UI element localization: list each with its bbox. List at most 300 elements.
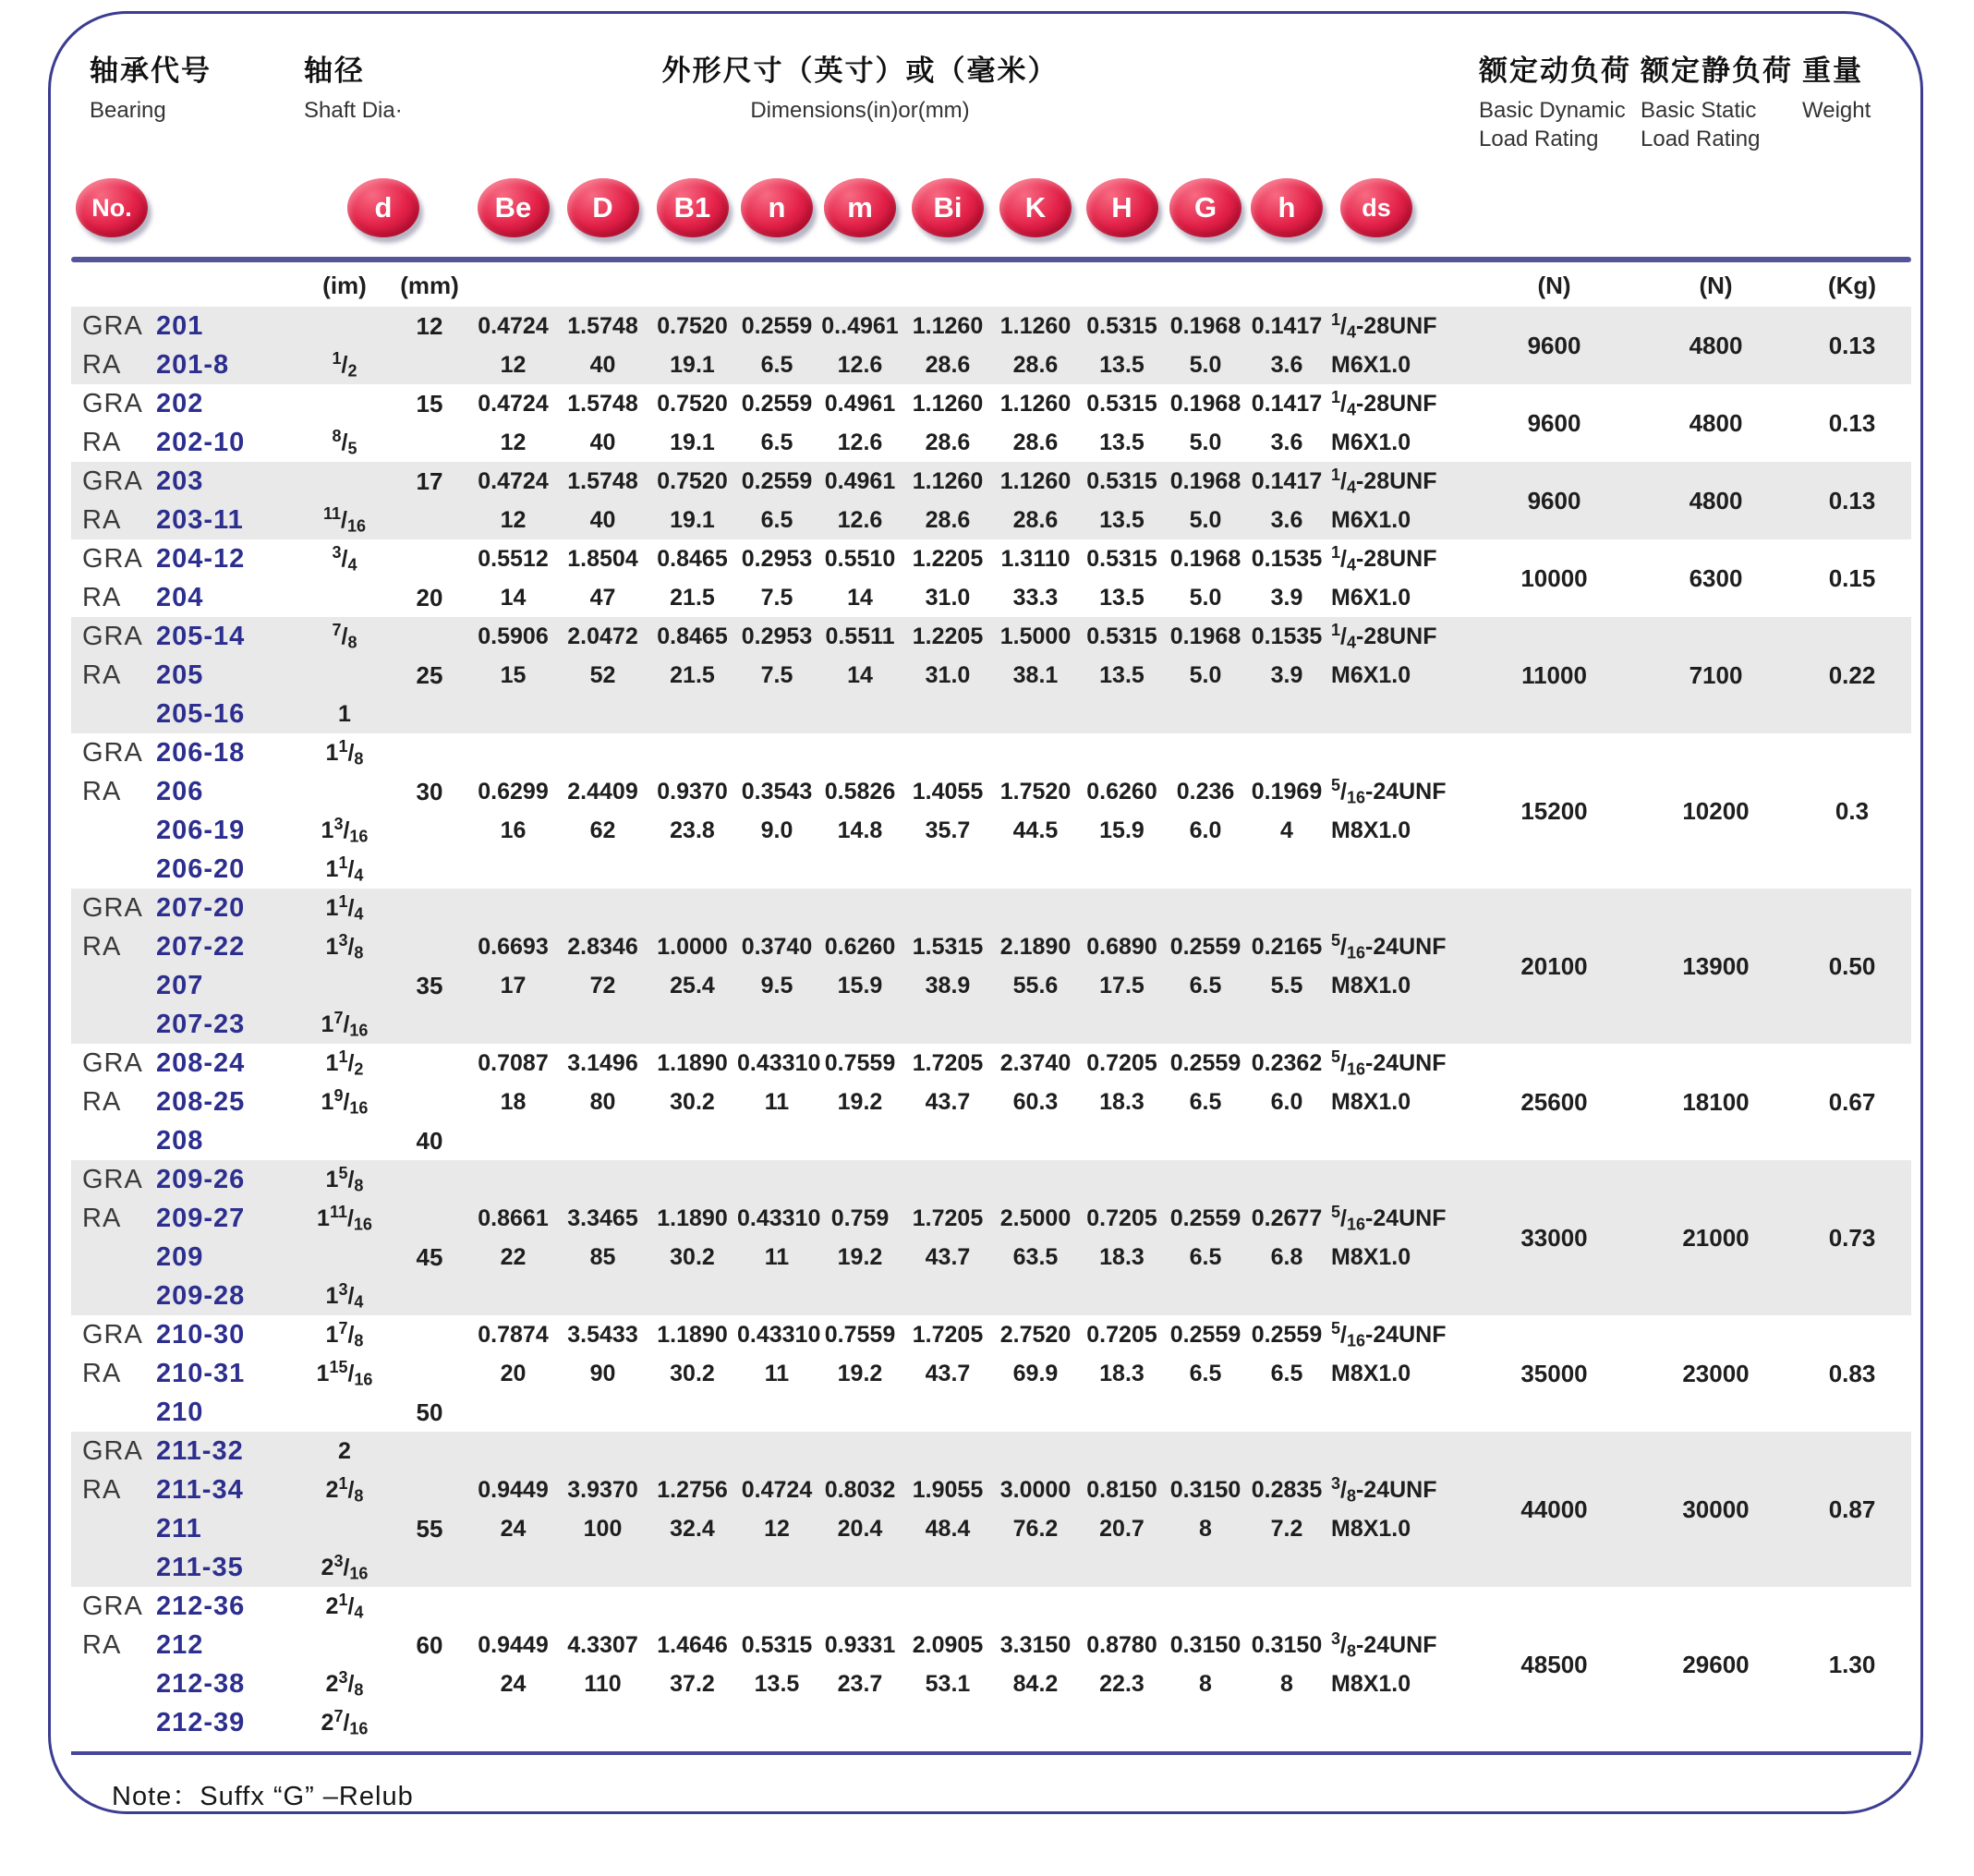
- dim-value: 28.6: [925, 506, 971, 533]
- static-load: 4800: [1689, 487, 1743, 514]
- dim-value: 6.5: [760, 506, 793, 533]
- dim-value: 2.0905: [912, 1631, 984, 1658]
- dim-value: 2.3740: [999, 1049, 1072, 1076]
- bearing-number: 208-25: [156, 1086, 246, 1117]
- dim-value: 0.7874: [478, 1321, 549, 1348]
- dim-value: 30.2: [670, 1243, 715, 1270]
- dim-value: 40: [589, 506, 616, 533]
- dim-value: 0.4724: [741, 1476, 813, 1503]
- catalog-page-frame: [48, 11, 1923, 1814]
- dim-value: 12.6: [837, 429, 883, 455]
- dim-value: 0.43310: [737, 1049, 821, 1076]
- shaft-dia-mm: 35: [416, 972, 443, 999]
- dim-value: 5.5: [1270, 972, 1303, 999]
- dim-value: 1.1260: [999, 467, 1072, 494]
- dim-value: 1.1890: [657, 1204, 728, 1231]
- dim-value: 0.7559: [824, 1049, 896, 1076]
- static-load: 4800: [1689, 409, 1743, 437]
- header-weight: [1797, 47, 1907, 125]
- shaft-dia-in: $2^1/_4$: [325, 1591, 364, 1622]
- dim-value: 24: [500, 1670, 527, 1697]
- badge-b1-icon: B1: [657, 178, 729, 237]
- badge-n-icon: n: [741, 178, 813, 237]
- shaft-dia-in: $1^9/_{16}$: [321, 1086, 369, 1118]
- dim-value: 0.2953: [741, 623, 813, 649]
- table-rows: [71, 307, 1911, 1742]
- bearing-number: 211: [156, 1513, 202, 1543]
- bearing-number: 209-26: [156, 1164, 246, 1194]
- dim-value: 0.5511: [825, 623, 895, 649]
- dim-value: 0.2559: [1169, 1049, 1241, 1076]
- shaft-dia-in: $1^5/_8$: [325, 1164, 364, 1195]
- dim-value: 28.6: [1012, 351, 1059, 378]
- weight: 0.15: [1828, 564, 1876, 592]
- dim-value: 0.5906: [478, 623, 549, 649]
- bearing-number: 209: [156, 1241, 204, 1272]
- dim-value: 17: [500, 972, 527, 999]
- dynamic-load: 11000: [1521, 661, 1587, 689]
- dim-value: 76.2: [1012, 1515, 1059, 1542]
- bearing-row: [71, 1432, 1911, 1587]
- dim-value: 4: [1280, 817, 1293, 843]
- dim-value: 19.1: [670, 506, 715, 533]
- dim-value: 6.5: [760, 351, 793, 378]
- bearing-row: [71, 1315, 1911, 1432]
- bearing-number: 204-12: [156, 543, 246, 574]
- dim-value: 1.1890: [657, 1049, 728, 1076]
- header-shaft-dia: [298, 47, 468, 125]
- dynamic-load: 10000: [1520, 564, 1588, 592]
- bearing-row: [71, 307, 1911, 384]
- shaft-dia-in: $1^3/_{16}$: [321, 815, 369, 846]
- thread-size: M8X1.0: [1331, 1670, 1411, 1697]
- dim-value: 0.2362: [1251, 1049, 1323, 1076]
- dim-value: 63.5: [1012, 1243, 1059, 1270]
- bearing-number: 212-36: [156, 1591, 246, 1621]
- dim-value: 38.1: [1012, 661, 1059, 688]
- bearing-prefix: RA: [82, 1086, 122, 1117]
- dim-value: 12.6: [837, 351, 883, 378]
- dim-value: 1.5748: [567, 467, 638, 494]
- weight: 0.22: [1828, 661, 1876, 689]
- static-load: 29600: [1682, 1651, 1750, 1678]
- bearing-number: 205-16: [156, 698, 246, 729]
- dim-value: 18: [500, 1088, 527, 1115]
- header-bearing-zh: 轴承代号: [90, 54, 212, 87]
- bearing-prefix: GRA: [82, 1591, 143, 1621]
- dim-value: 0.1968: [1169, 467, 1241, 494]
- dynamic-load: 48500: [1520, 1651, 1588, 1678]
- badge-h2-icon: h: [1251, 178, 1323, 237]
- dim-value: 6.0: [1189, 817, 1222, 843]
- dim-value: 40: [589, 351, 616, 378]
- dynamic-load: 33000: [1520, 1224, 1588, 1252]
- dim-value: 7.5: [760, 584, 793, 611]
- units-row: [71, 264, 1911, 307]
- shaft-dia-mm: 20: [416, 584, 443, 611]
- dim-value: 32.4: [670, 1515, 715, 1542]
- bearing-number: 208-24: [156, 1047, 246, 1078]
- dim-value: 0.9331: [824, 1631, 896, 1658]
- shaft-dia-mm: 17: [416, 467, 443, 495]
- weight: 0.50: [1828, 952, 1876, 980]
- bearing-prefix: GRA: [82, 466, 143, 496]
- dim-value: 1.1890: [657, 1321, 728, 1348]
- thread-size: M8X1.0: [1331, 972, 1411, 999]
- thread-size: $^5/_{16}-24UNF$: [1331, 776, 1447, 807]
- badge-be-icon: Be: [478, 178, 550, 237]
- dim-value: 1.1260: [999, 390, 1072, 417]
- dim-value: 18.3: [1099, 1243, 1144, 1270]
- bearing-number: 211-35: [156, 1552, 244, 1582]
- shaft-dia-in: $1^{11}/_{16}$: [317, 1203, 372, 1234]
- badge-bi-icon: Bi: [912, 178, 984, 237]
- shaft-dia-mm: 15: [416, 390, 443, 418]
- dim-value: 3.5433: [567, 1321, 638, 1348]
- dim-value: 21.5: [670, 584, 715, 611]
- static-load: 7100: [1689, 661, 1743, 689]
- dim-value: 1.0000: [657, 933, 728, 960]
- shaft-dia-in: $1^1/_4$: [325, 853, 364, 885]
- bearing-number: 211-34: [156, 1474, 244, 1505]
- dim-value: 23.7: [837, 1670, 883, 1697]
- dim-value: 0.2559: [741, 312, 813, 339]
- shaft-dia-in: $1^7/_{16}$: [321, 1009, 369, 1040]
- dim-value: 0.2677: [1251, 1204, 1323, 1231]
- header-bearing-en: Bearing: [90, 98, 166, 123]
- thread-size: $^1/_4-28UNF$: [1331, 621, 1437, 652]
- dim-value: 0.2559: [1169, 933, 1241, 960]
- dim-value: 0.1968: [1169, 545, 1241, 572]
- bearing-number: 212-39: [156, 1707, 246, 1737]
- header-static-load: [1635, 47, 1797, 153]
- bearing-prefix: GRA: [82, 1164, 143, 1194]
- bearing-row: [71, 617, 1911, 733]
- weight: 0.13: [1828, 409, 1876, 437]
- dim-value: 0.2165: [1251, 933, 1323, 960]
- dynamic-load: 20100: [1520, 952, 1588, 980]
- dim-value: 19.2: [837, 1088, 883, 1115]
- dim-value: 0.8465: [657, 545, 728, 572]
- dim-value: 13.5: [1099, 429, 1144, 455]
- dim-value: 8: [1199, 1670, 1212, 1697]
- bearing-number: 212: [156, 1629, 204, 1660]
- dim-value: 14: [847, 661, 873, 688]
- bearing-number: 212-38: [156, 1668, 246, 1699]
- dim-value: 3.9: [1270, 584, 1303, 611]
- thread-size: $^5/_{16}-24UNF$: [1331, 1203, 1447, 1234]
- shaft-dia-mm: 60: [416, 1631, 443, 1659]
- bearing-prefix: RA: [82, 660, 122, 690]
- dim-value: 0.3740: [741, 933, 813, 960]
- dim-value: 11: [764, 1243, 790, 1270]
- thread-size: $^3/_8-24UNF$: [1331, 1474, 1437, 1506]
- thread-size: M6X1.0: [1331, 351, 1411, 378]
- header-divider: [71, 257, 1911, 262]
- bearing-number: 210-31: [156, 1358, 246, 1388]
- bearing-number: 210-30: [156, 1319, 246, 1350]
- dim-value: 22: [500, 1243, 527, 1270]
- bearing-prefix: GRA: [82, 1435, 143, 1466]
- dim-value: 7.5: [760, 661, 793, 688]
- bearing-number: 206-18: [156, 737, 246, 768]
- dim-value: 0.8150: [1086, 1476, 1157, 1503]
- dim-value: 13.5: [1099, 584, 1144, 611]
- shaft-dia-in: 1: [338, 700, 351, 727]
- bearing-number: 204: [156, 582, 204, 612]
- thread-size: $^1/_4-28UNF$: [1331, 388, 1437, 419]
- bearing-prefix: RA: [82, 1358, 122, 1388]
- dim-value: 0.5512: [478, 545, 549, 572]
- bearing-prefix: RA: [82, 349, 122, 380]
- dim-value: 1.4646: [657, 1631, 728, 1658]
- bearing-prefix: GRA: [82, 543, 143, 574]
- dim-value: 0.43310: [737, 1204, 821, 1231]
- dim-value: 14: [500, 584, 527, 611]
- dim-value: 1.1260: [912, 312, 984, 339]
- dim-value: 0.6260: [1086, 778, 1157, 805]
- shaft-dia-in: $2^3/_{16}$: [321, 1552, 369, 1583]
- unit-kg: (Kg): [1828, 271, 1876, 299]
- shaft-dia-in: $1^1/_8$: [325, 737, 364, 769]
- dim-value: 0.1968: [1169, 623, 1241, 649]
- thread-size: $^1/_4-28UNF$: [1331, 466, 1437, 497]
- dim-value: 5.0: [1189, 661, 1222, 688]
- dim-value: 0.7559: [824, 1321, 896, 1348]
- dim-value: 0.236: [1176, 778, 1235, 805]
- dim-value: 0.2559: [1169, 1321, 1241, 1348]
- dim-value: 0.5315: [1086, 623, 1157, 649]
- unit-mm: (mm): [400, 271, 459, 299]
- bearing-number: 207-23: [156, 1009, 246, 1039]
- dim-value: 3.9: [1270, 661, 1303, 688]
- thread-size: $^1/_4-28UNF$: [1331, 543, 1437, 575]
- thread-size: M8X1.0: [1331, 1360, 1411, 1386]
- dim-value: 20.4: [837, 1515, 883, 1542]
- dim-value: 84.2: [1012, 1670, 1059, 1697]
- dim-value: 5.0: [1189, 351, 1222, 378]
- thread-size: M8X1.0: [1331, 1515, 1411, 1542]
- dim-value: 13.5: [1099, 506, 1144, 533]
- dim-value: 17.5: [1099, 972, 1144, 999]
- dim-value: 0.759: [830, 1204, 890, 1231]
- dim-value: 6.5: [760, 429, 793, 455]
- dim-value: 1.7205: [912, 1321, 984, 1348]
- dim-value: 0.2559: [1251, 1321, 1323, 1348]
- dim-value: 6.8: [1270, 1243, 1303, 1270]
- shaft-dia-in: $1^1/_2$: [325, 1047, 364, 1079]
- dim-value: 0.6693: [478, 933, 549, 960]
- dim-value: 30.2: [670, 1360, 715, 1386]
- static-load: 10200: [1682, 797, 1750, 825]
- bearing-number: 207: [156, 970, 204, 1000]
- shaft-dia-mm: 12: [416, 312, 443, 340]
- dim-value: 0.7087: [478, 1049, 549, 1076]
- badge-m-icon: m: [824, 178, 896, 237]
- thread-size: M6X1.0: [1331, 584, 1411, 611]
- dim-value: 5.0: [1189, 584, 1222, 611]
- dim-value: 18.3: [1099, 1360, 1144, 1386]
- dim-value: 1.7520: [999, 778, 1072, 805]
- bearing-number: 201: [156, 310, 204, 341]
- dim-value: 0.8780: [1086, 1631, 1157, 1658]
- thread-size: M6X1.0: [1331, 429, 1411, 455]
- dim-value: 0.4961: [824, 467, 896, 494]
- dim-value: 0.2953: [741, 545, 813, 572]
- bearing-prefix: GRA: [82, 1319, 143, 1350]
- bearing-prefix: GRA: [82, 892, 143, 923]
- dim-value: 15.9: [837, 972, 883, 999]
- dim-value: 24: [500, 1515, 527, 1542]
- dim-value: 3.3465: [567, 1204, 638, 1231]
- dim-value: 100: [583, 1515, 623, 1542]
- dim-value: 31.0: [925, 661, 971, 688]
- dim-value: 1.3110: [1000, 545, 1071, 572]
- header-dyn-en: Basic Dynamic Load Rating: [1479, 98, 1626, 151]
- bearing-prefix: RA: [82, 931, 122, 962]
- shaft-dia-in: $^7/_8$: [332, 621, 357, 652]
- dynamic-load: 9600: [1527, 332, 1581, 359]
- bearing-prefix: GRA: [82, 1047, 143, 1078]
- thread-size: M6X1.0: [1331, 506, 1411, 533]
- dim-value: 8: [1280, 1670, 1293, 1697]
- bearing-prefix: RA: [82, 1629, 122, 1660]
- dim-value: 0.1417: [1251, 390, 1323, 417]
- dim-value: 12: [500, 351, 527, 378]
- dim-value: 0.2835: [1251, 1476, 1323, 1503]
- thread-size: M6X1.0: [1331, 661, 1411, 688]
- dim-value: 2.5000: [999, 1204, 1072, 1231]
- shaft-dia-in: $1^1/_4$: [325, 892, 364, 924]
- dim-value: 43.7: [925, 1243, 971, 1270]
- bearing-row: [71, 889, 1911, 1044]
- static-load: 4800: [1689, 332, 1743, 359]
- static-load: 30000: [1682, 1495, 1750, 1523]
- dim-value: 9.5: [760, 972, 793, 999]
- dim-value: 6.5: [1189, 1088, 1222, 1115]
- shaft-dia-in: $^3/_4$: [332, 543, 357, 575]
- dim-value: 8: [1199, 1515, 1212, 1542]
- dim-value: 48.4: [925, 1515, 971, 1542]
- dim-value: 14: [847, 584, 873, 611]
- dim-value: 3.6: [1270, 506, 1303, 533]
- header-dynamic-load: [1473, 47, 1635, 153]
- dim-value: 0.8661: [478, 1204, 549, 1231]
- bearing-row: [71, 1160, 1911, 1315]
- dim-value: 19.2: [837, 1360, 883, 1386]
- unit-newton-static: (N): [1699, 271, 1733, 299]
- dim-value: 7.2: [1270, 1515, 1303, 1542]
- bearing-prefix: GRA: [82, 621, 143, 651]
- bearing-number: 201-8: [156, 349, 230, 380]
- unit-inch: (im): [322, 271, 367, 299]
- shaft-dia-in: $1^7/_8$: [325, 1319, 364, 1350]
- dim-value: 12: [500, 506, 527, 533]
- dim-value: 2.0472: [567, 623, 638, 649]
- dim-value: 2.8346: [567, 933, 638, 960]
- badge-D-icon: D: [567, 178, 639, 237]
- dim-value: 15: [500, 661, 527, 688]
- weight: 0.13: [1828, 487, 1876, 514]
- thread-size: $^5/_{16}-24UNF$: [1331, 1319, 1447, 1350]
- thread-size: $^1/_4-28UNF$: [1331, 310, 1437, 342]
- dim-value: 37.2: [670, 1670, 715, 1697]
- dim-value: 0.9370: [657, 778, 728, 805]
- dim-value: 19.1: [670, 351, 715, 378]
- bearing-prefix: GRA: [82, 737, 143, 768]
- shaft-dia-mm: 30: [416, 778, 443, 805]
- dim-value: 16: [500, 817, 527, 843]
- shaft-dia-mm: 50: [416, 1398, 443, 1426]
- dim-value: 5.0: [1189, 506, 1222, 533]
- shaft-dia-in: $2^1/_8$: [325, 1474, 364, 1506]
- weight: 0.13: [1828, 332, 1876, 359]
- dim-value: 0.5826: [824, 778, 896, 805]
- dim-value: 28.6: [1012, 506, 1059, 533]
- dim-value: 13.5: [1099, 661, 1144, 688]
- dim-value: 12: [500, 429, 527, 455]
- dim-value: 60.3: [1012, 1088, 1059, 1115]
- dynamic-load: 9600: [1527, 409, 1581, 437]
- dim-value: 14.8: [837, 817, 883, 843]
- dim-value: 23.8: [670, 817, 715, 843]
- dim-value: 20.7: [1099, 1515, 1144, 1542]
- bearing-row: [71, 1587, 1911, 1742]
- dim-value: 0.1969: [1251, 778, 1323, 805]
- bearing-number: 210: [156, 1397, 204, 1427]
- dim-value: 52: [589, 661, 616, 688]
- dim-value: 2.4409: [567, 778, 638, 805]
- shaft-dia-in: $^1/_2$: [332, 349, 357, 381]
- badge-d-icon: d: [347, 178, 419, 237]
- dim-value: 1.5748: [567, 390, 638, 417]
- bearing-number: 207-20: [156, 892, 246, 923]
- dim-value: 53.1: [925, 1670, 971, 1697]
- dim-value: 1.1260: [999, 312, 1072, 339]
- bearing-number: 203: [156, 466, 204, 496]
- dim-value: 6.5: [1189, 1360, 1222, 1386]
- weight: 0.3: [1835, 797, 1870, 825]
- dim-value: 22.3: [1099, 1670, 1144, 1697]
- dim-value: 0.3150: [1169, 1476, 1241, 1503]
- dim-value: 0.9449: [478, 1476, 549, 1503]
- bearing-row: [71, 733, 1911, 889]
- dim-value: 69.9: [1012, 1360, 1059, 1386]
- dim-value: 0.4724: [478, 467, 549, 494]
- header-stat-en: Basic Static Load Rating: [1641, 98, 1761, 151]
- static-load: 18100: [1682, 1088, 1750, 1116]
- bearing-row: [71, 539, 1911, 617]
- thread-size: $^5/_{16}-24UNF$: [1331, 1047, 1447, 1079]
- dim-value: 0.1535: [1251, 623, 1323, 649]
- bearing-number: 205: [156, 660, 204, 690]
- dim-value: 3.1496: [567, 1049, 638, 1076]
- bearing-prefix: RA: [82, 1474, 122, 1505]
- weight: 0.87: [1828, 1495, 1876, 1523]
- thread-size: $^5/_{16}-24UNF$: [1331, 931, 1447, 962]
- dim-value: 1.2205: [912, 623, 984, 649]
- footnote: Note：Suffx “G” –Relub: [112, 1782, 414, 1811]
- dim-value: 0.8032: [824, 1476, 896, 1503]
- dim-value: 1.8504: [567, 545, 638, 572]
- header-shaft-en: Shaft Dia·: [304, 98, 403, 123]
- dim-value: 33.3: [1012, 584, 1059, 611]
- dim-value: 62: [589, 817, 616, 843]
- dim-value: 1.5000: [999, 623, 1072, 649]
- dim-value: 1.2756: [657, 1476, 728, 1503]
- dim-value: 90: [589, 1360, 616, 1386]
- dim-value: 40: [589, 429, 616, 455]
